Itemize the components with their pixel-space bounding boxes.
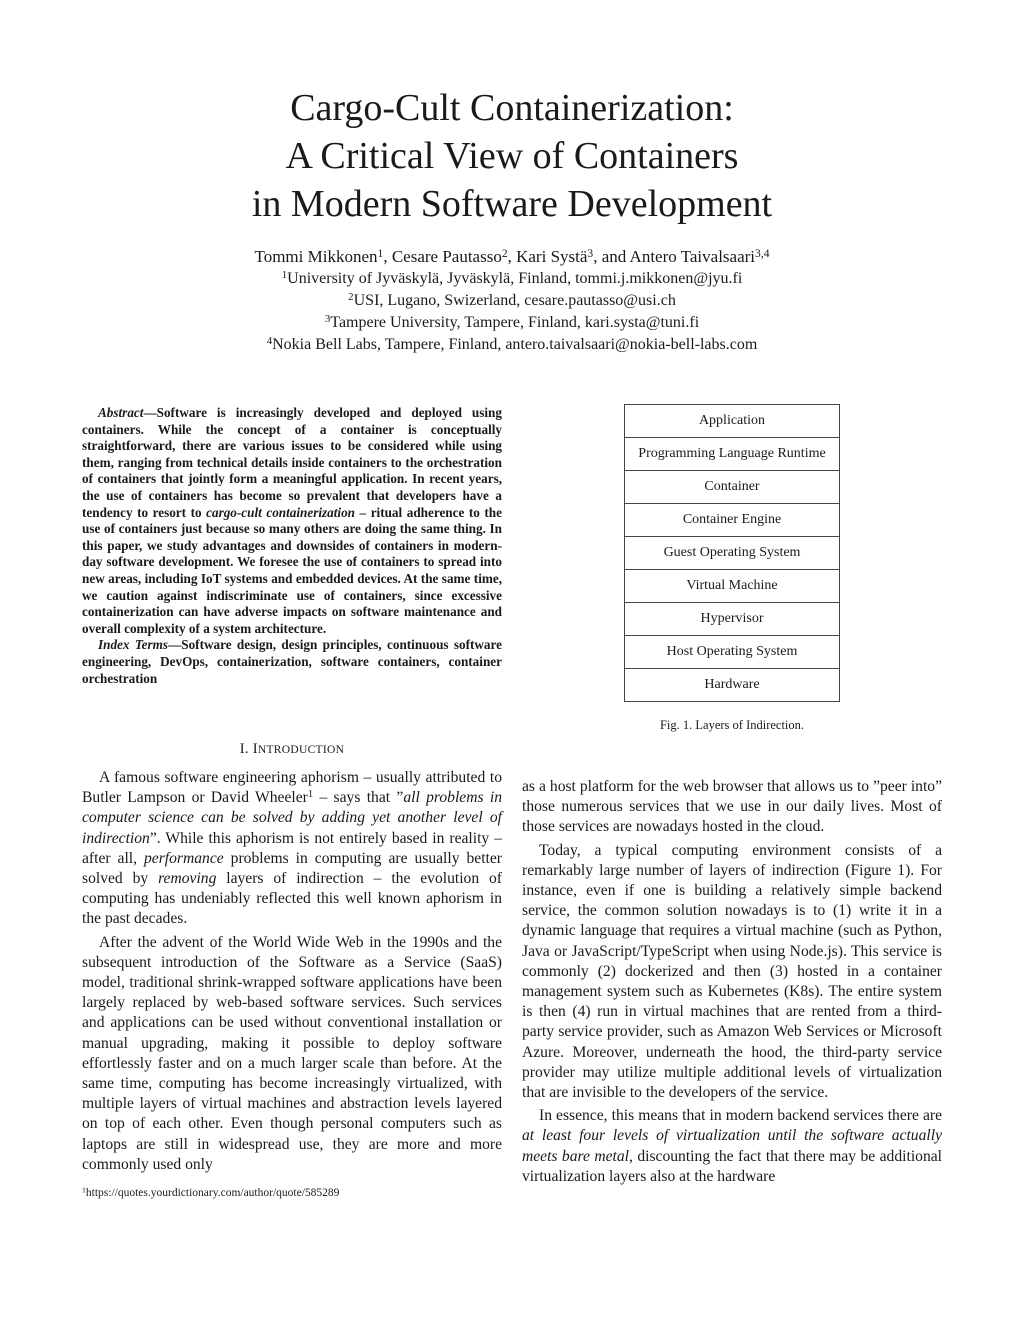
left-column-body bbox=[82, 768, 502, 1175]
abstract-paragraph: Abstract—Software is increasingly developed and deployed using containers. While the concept of a container is conceptually straightforward, there are various issues to be considered while using them, ranging from technical details inside containers to the orchestration of containers that jointly form a meaningful application. In recent years, the use of containers has become so prevalent that developers have a tendency to resort to cargo-cult containerization – ritual adherence to the use of containers just because so many others are doing the same thing. In this paper, we study advantages and downsides of containers in modern-day software development. We foresee the use of containers to spread into new areas, including IoT systems and embedded devices. At the same time, we caution against indiscriminate use of containers, since excessive containerization can have adverse impacts on software maintenance and overall complexity of a system architecture. bbox=[82, 405, 502, 636]
affiliation-1: $^1$University of Jyväskylä, Jyväskylä, Finland, tommi.j.mikkonen@jyu.fi bbox=[281, 269, 743, 287]
index-terms-label: Index Terms bbox=[98, 637, 169, 653]
figure-caption: Fig. 1. Layers of Indirection. bbox=[659, 718, 805, 732]
affiliation-4: $^4$Nokia Bell Labs, Tampere, Finland, antero.taivalsaari@nokia-bell-labs.com bbox=[266, 335, 758, 353]
author-name: , Kari Systä bbox=[507, 247, 588, 266]
footnote-marker[interactable]: 1 bbox=[307, 789, 314, 801]
affiliation-3: $^3$Tampere University, Tampere, Finland, kari.systa@tuni.fi bbox=[324, 313, 700, 331]
title-line-1: Cargo-Cult Containerization: bbox=[290, 87, 734, 129]
abstract bbox=[82, 405, 502, 687]
author-block bbox=[100, 246, 924, 356]
figure-layers-diagram bbox=[624, 404, 840, 702]
body-paragraph: In essence, this means that in modern backend services there are at least four levels of virtualization until the software actually meets bare metal, discounting the fact that there may be additional virtualization layers also at the hardware bbox=[522, 1107, 942, 1185]
body-paragraph: as a host platform for the web browser that allows us to ”peer into” those numerous services that we use in our daily lives. Most of those services are nowadays hosted in the cloud. bbox=[522, 778, 942, 836]
body-paragraph: Today, a typical computing environment consists of a remarkably large number of layers of indirection (Figure 1). For instance, even if one is building a relatively simple backend service, the common solution nowadays is to (1) write it in a dynamic language that requires a virtual machine (such as Python, Java or JavaScript/TypeScript when using Node.js). This service is commonly (2) dockerized and then (3) hosted in a container management system such as Kubernetes (K8s). The entire system is then (4) run in virtual machines that are rented from a third-party service provider, such as Amazon Web Services or Microsoft Azure. Moreover, underneath the hood, the third-party service provider may utilize multiple additional levels of virtualization that are invisible to the developers of the service. bbox=[522, 841, 942, 1102]
author-name: Tommi Mikkonen bbox=[254, 247, 378, 266]
footnote: $^1$https://quotes.yourdictionary.com/author/quote/585289 bbox=[82, 1185, 340, 1199]
title-line-3: in Modern Software Development bbox=[251, 183, 773, 225]
layer-virtual-machine: Virtual Machine bbox=[624, 570, 840, 603]
author-sup: 3,4 bbox=[755, 246, 770, 260]
layer-guest-os: Guest Operating System bbox=[624, 537, 840, 570]
layer-container-engine: Container Engine bbox=[624, 504, 840, 537]
author-line bbox=[100, 246, 924, 268]
footnote-url[interactable]: https://quotes.yourdictionary.com/author/quote/585289 bbox=[85, 1187, 340, 1199]
index-terms: Index Terms—Software design, design principles, continuous software engineering, DevOps, containerization, software containers, container orchestration bbox=[82, 637, 502, 686]
body-paragraph: After the advent of the World Wide Web in the 1990s and the subsequent introduction of the Software as a Service (SaaS) model, traditional shrink-wrapped software applications have been largely replaced by web-based software services. Such services and applications can be used without conventional installation or manual upgrading, making it possible to deploy software effortlessly faster and on a much larger scale than before. At the same time, computing has become increasingly virtualized, with multiple layers of virtual machines and abstraction levels layered on top of each other. Even though personal computers such as laptops are still in widespread use, they are more and more commonly used only bbox=[82, 933, 502, 1173]
author-sup: 2 bbox=[501, 246, 508, 260]
author-name: , and Antero Taivalsaari bbox=[593, 247, 756, 266]
layer-application: Application bbox=[624, 404, 840, 438]
affiliation-2: $^2$USI, Lugano, Swizerland, cesare.pautasso@usi.ch bbox=[348, 291, 676, 309]
author-sup: 1 bbox=[377, 246, 384, 260]
layer-language-runtime: Programming Language Runtime bbox=[624, 438, 840, 471]
body-paragraph: A famous software engineering aphorism – usually attributed to Butler Lampson or David Wheeler$^1$ – says that ”all problems in computer science can be solved by adding yet another level of indirection”. While this aphorism is not entirely based in reality – after all, performance problems in computing are usually better solved by removing layers of indirection – the evolution of computing has undeniably reflected this well known aphorism in the past decades. bbox=[82, 769, 503, 928]
section-heading-introduction: I. INTRODUCTION bbox=[239, 741, 345, 757]
layer-hardware: Hardware bbox=[624, 669, 840, 702]
author-name: , Cesare Pautasso bbox=[383, 247, 502, 266]
layer-hypervisor: Hypervisor bbox=[624, 603, 840, 636]
layer-host-os: Host Operating System bbox=[624, 636, 840, 669]
abstract-label: Abstract bbox=[98, 405, 144, 420]
author-sup: 3 bbox=[587, 246, 594, 260]
right-column-body bbox=[522, 777, 942, 1187]
layer-container: Container bbox=[624, 471, 840, 504]
title-line-2: A Critical View of Containers bbox=[285, 135, 739, 177]
paper-title bbox=[100, 84, 924, 228]
